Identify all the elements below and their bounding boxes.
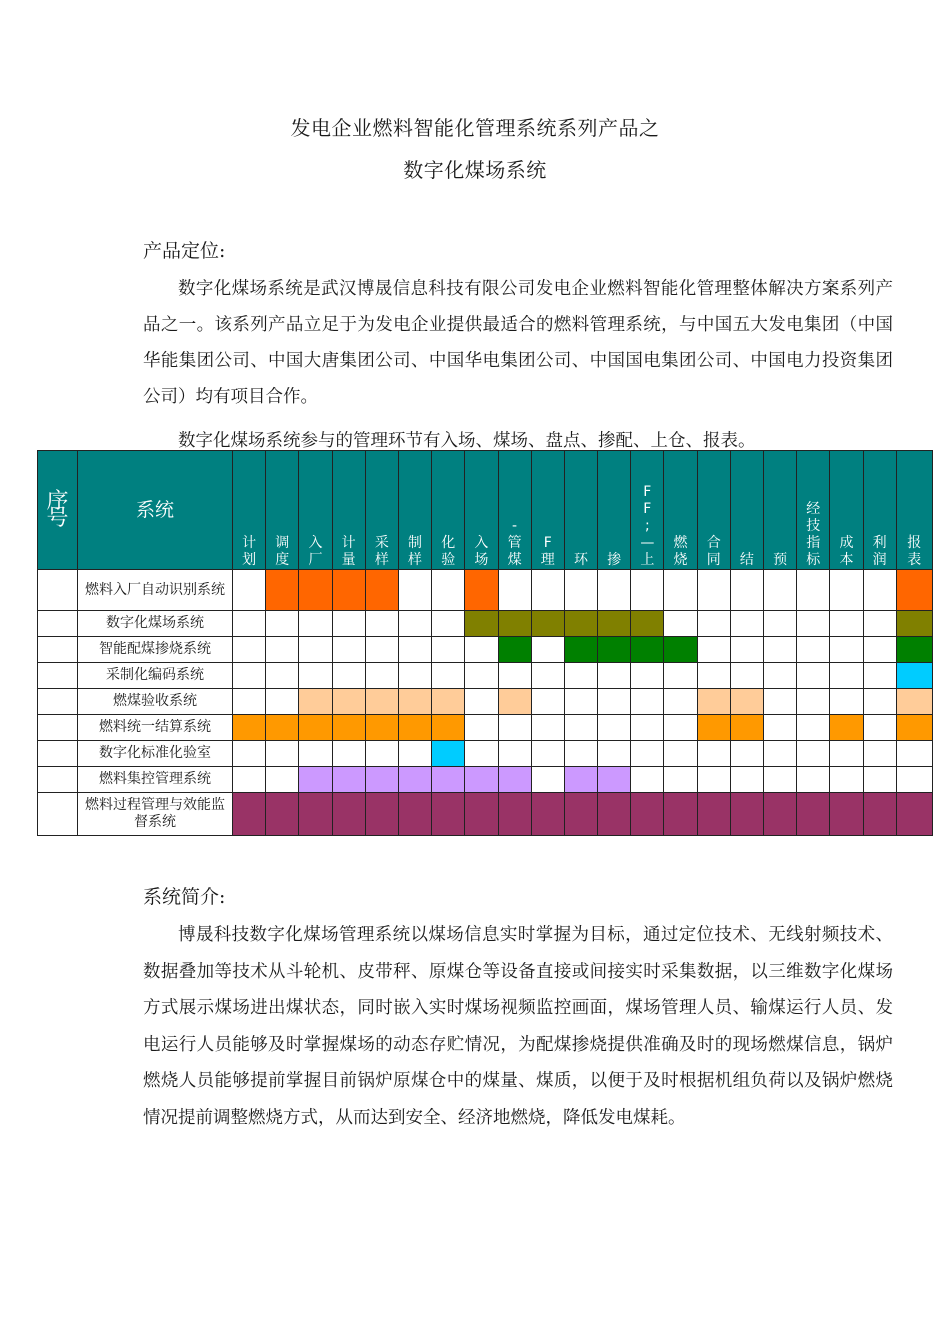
table-row xyxy=(38,767,933,793)
coverage-cell xyxy=(664,637,697,663)
row-system-name: 燃煤验收系统 xyxy=(78,689,233,715)
coverage-cell xyxy=(830,741,863,767)
coverage-cell xyxy=(531,663,564,689)
coverage-cell xyxy=(764,570,797,611)
coverage-cell xyxy=(863,689,896,715)
coverage-cell xyxy=(764,637,797,663)
row-seq xyxy=(38,611,78,637)
coverage-cell xyxy=(631,689,664,715)
coverage-cell xyxy=(398,637,431,663)
table-row xyxy=(38,637,933,663)
column-header-label: 计量 xyxy=(341,535,356,568)
coverage-cell xyxy=(631,793,664,836)
table-header-row xyxy=(38,451,933,570)
coverage-cell xyxy=(365,611,398,637)
coverage-cell xyxy=(266,689,299,715)
column-header xyxy=(332,451,365,570)
column-header-label: F理 xyxy=(540,535,555,568)
column-header xyxy=(365,451,398,570)
table-row xyxy=(38,741,933,767)
coverage-cell xyxy=(531,611,564,637)
coverage-cell xyxy=(233,767,266,793)
column-header xyxy=(830,451,863,570)
row-system-name: 燃料过程管理与效能监督系统 xyxy=(78,793,233,836)
positioning-paragraph: 数字化煤场系统是武汉博晟信息科技有限公司发电企业燃料智能化管理整体解决方案系列产品之一。该系列产品立足于为发电企业提供最适合的燃料管理系统，与中国五大发电集团（中国华能集团公司、中国大唐集团公司、中国华电集团公司、中国国电集团公司、中国电力投资集团公司）均有项目合作。 xyxy=(143,279,893,407)
document-title: 发电企业燃料智能化管理系统系列产品之 xyxy=(290,116,660,140)
intro-paragraph: 博晟科技数字化煤场管理系统以煤场信息实时掌握为目标，通过定位技术、无线射频技术、数据叠加等技术从斗轮机、皮带秤、原煤仓等设备直接或间接实时采集数据，以三维数字化煤场方式展示煤场进出煤状态，同时嵌入实时煤场视频监控画面，煤场管理人员、输煤运行人员、发电运行人员能够及时掌握煤场的动态存贮情况，为配煤掺烧提供准确及时的现场燃煤信息，锅炉燃烧人员能够提前掌握目前锅炉原煤仓中的煤量、煤质，以便于及时根据机组负荷以及锅炉燃烧情况提前调整燃烧方式，从而达到安全、经济地燃烧，降低发电煤耗。 xyxy=(143,925,893,1128)
coverage-cell xyxy=(531,793,564,836)
coverage-cell xyxy=(432,570,465,611)
column-header xyxy=(564,451,597,570)
coverage-cell xyxy=(830,637,863,663)
coverage-cell xyxy=(432,663,465,689)
coverage-cell xyxy=(233,793,266,836)
coverage-cell xyxy=(730,715,763,741)
coverage-cell xyxy=(332,663,365,689)
coverage-cell xyxy=(299,663,332,689)
coverage-cell xyxy=(598,570,631,611)
coverage-cell xyxy=(697,570,730,611)
coverage-cell xyxy=(299,570,332,611)
coverage-cell xyxy=(896,767,932,793)
coverage-cell xyxy=(598,793,631,836)
coverage-cell xyxy=(531,570,564,611)
column-header xyxy=(631,451,664,570)
coverage-cell xyxy=(432,793,465,836)
coverage-cell xyxy=(730,689,763,715)
coverage-cell xyxy=(764,767,797,793)
column-header-label: 结 xyxy=(739,552,754,568)
coverage-cell xyxy=(863,611,896,637)
coverage-cell xyxy=(896,689,932,715)
coverage-cell xyxy=(365,637,398,663)
coverage-cell xyxy=(631,570,664,611)
column-header-label: 环 xyxy=(573,552,588,568)
coverage-cell xyxy=(365,767,398,793)
coverage-cell xyxy=(830,793,863,836)
column-header xyxy=(531,451,564,570)
coverage-cell xyxy=(764,793,797,836)
coverage-cell xyxy=(233,689,266,715)
coverage-cell xyxy=(664,767,697,793)
coverage-cell xyxy=(797,741,830,767)
coverage-cell xyxy=(233,637,266,663)
row-system-name: 燃料入厂自动识别系统 xyxy=(78,570,233,611)
coverage-cell xyxy=(830,689,863,715)
column-header-label: 化验 xyxy=(441,535,456,568)
positioning-heading: 产品定位: xyxy=(143,240,226,262)
coverage-cell xyxy=(631,715,664,741)
coverage-cell xyxy=(233,715,266,741)
coverage-cell xyxy=(498,570,531,611)
coverage-cell xyxy=(598,741,631,767)
coverage-cell xyxy=(299,793,332,836)
column-header xyxy=(896,451,932,570)
coverage-cell xyxy=(830,611,863,637)
column-header-label: 燃烧 xyxy=(673,535,688,568)
coverage-cell xyxy=(664,741,697,767)
coverage-cell xyxy=(531,689,564,715)
table-row xyxy=(38,611,933,637)
coverage-cell xyxy=(365,715,398,741)
table-row xyxy=(38,570,933,611)
coverage-cell xyxy=(432,689,465,715)
coverage-cell xyxy=(498,715,531,741)
coverage-cell xyxy=(896,793,932,836)
coverage-cell xyxy=(498,637,531,663)
coverage-cell xyxy=(797,637,830,663)
coverage-cell xyxy=(299,689,332,715)
column-header xyxy=(299,451,332,570)
column-header-label: FF ;—上 xyxy=(640,484,655,568)
coverage-cell xyxy=(797,767,830,793)
coverage-cell xyxy=(896,570,932,611)
coverage-cell xyxy=(531,767,564,793)
coverage-cell xyxy=(266,715,299,741)
coverage-cell xyxy=(664,663,697,689)
coverage-cell xyxy=(332,570,365,611)
coverage-cell xyxy=(730,637,763,663)
column-header xyxy=(697,451,730,570)
coverage-cell xyxy=(233,611,266,637)
coverage-cell xyxy=(896,663,932,689)
coverage-cell xyxy=(564,793,597,836)
coverage-cell xyxy=(797,793,830,836)
coverage-cell xyxy=(730,611,763,637)
coverage-cell xyxy=(498,793,531,836)
coverage-cell xyxy=(598,663,631,689)
coverage-cell xyxy=(797,689,830,715)
column-header-label: 入厂 xyxy=(308,535,323,568)
coverage-cell xyxy=(631,663,664,689)
coverage-cell xyxy=(465,767,498,793)
coverage-cell xyxy=(830,570,863,611)
coverage-cell xyxy=(365,570,398,611)
coverage-cell xyxy=(299,767,332,793)
coverage-cell xyxy=(465,611,498,637)
coverage-cell xyxy=(266,611,299,637)
coverage-cell xyxy=(398,663,431,689)
coverage-cell xyxy=(598,611,631,637)
coverage-cell xyxy=(332,611,365,637)
coverage-cell xyxy=(863,767,896,793)
coverage-cell xyxy=(764,741,797,767)
column-header-label: 制样 xyxy=(408,535,423,568)
coverage-cell xyxy=(266,767,299,793)
coverage-cell xyxy=(664,570,697,611)
coverage-cell xyxy=(531,741,564,767)
coverage-cell xyxy=(465,570,498,611)
coverage-cell xyxy=(598,637,631,663)
coverage-cell xyxy=(697,741,730,767)
coverage-cell xyxy=(664,715,697,741)
row-system-name: 数字化标准化验室 xyxy=(78,741,233,767)
coverage-cell xyxy=(764,715,797,741)
coverage-cell xyxy=(332,715,365,741)
coverage-cell xyxy=(332,741,365,767)
coverage-cell xyxy=(564,767,597,793)
coverage-cell xyxy=(863,741,896,767)
coverage-cell xyxy=(266,637,299,663)
coverage-cell xyxy=(564,741,597,767)
coverage-cell xyxy=(365,793,398,836)
row-seq xyxy=(38,793,78,836)
coverage-cell xyxy=(564,637,597,663)
coverage-cell xyxy=(266,793,299,836)
column-header-label: -管煤 xyxy=(507,518,522,568)
coverage-cell xyxy=(332,637,365,663)
coverage-cell xyxy=(332,793,365,836)
column-header xyxy=(465,451,498,570)
column-header-label: 经技指标 xyxy=(806,501,821,568)
coverage-cell xyxy=(465,663,498,689)
coverage-cell xyxy=(664,793,697,836)
coverage-cell xyxy=(863,570,896,611)
coverage-cell xyxy=(830,767,863,793)
coverage-cell xyxy=(896,741,932,767)
coverage-cell xyxy=(598,715,631,741)
coverage-cell xyxy=(398,611,431,637)
coverage-cell xyxy=(299,715,332,741)
coverage-cell xyxy=(498,741,531,767)
coverage-cell xyxy=(398,767,431,793)
coverage-cell xyxy=(564,611,597,637)
coverage-cell xyxy=(797,611,830,637)
coverage-cell xyxy=(730,767,763,793)
coverage-cell xyxy=(365,741,398,767)
coverage-cell xyxy=(465,793,498,836)
column-header xyxy=(432,451,465,570)
coverage-cell xyxy=(730,793,763,836)
column-header xyxy=(764,451,797,570)
coverage-cell xyxy=(564,570,597,611)
coverage-cell xyxy=(697,689,730,715)
coverage-cell xyxy=(266,663,299,689)
row-seq xyxy=(38,767,78,793)
coverage-cell xyxy=(896,715,932,741)
coverage-cell xyxy=(398,715,431,741)
column-header xyxy=(730,451,763,570)
column-header-label: 预 xyxy=(773,552,788,568)
row-system-name: 采制化编码系统 xyxy=(78,663,233,689)
coverage-cell xyxy=(631,767,664,793)
coverage-cell xyxy=(764,689,797,715)
coverage-cell xyxy=(697,767,730,793)
coverage-cell xyxy=(730,570,763,611)
coverage-cell xyxy=(299,611,332,637)
intro-heading: 系统简介: xyxy=(143,886,226,908)
row-seq xyxy=(38,741,78,767)
coverage-cell xyxy=(432,767,465,793)
coverage-cell xyxy=(631,741,664,767)
row-seq xyxy=(38,637,78,663)
header-seq: 序号 xyxy=(38,451,78,570)
coverage-cell xyxy=(266,570,299,611)
column-header-label: 报表 xyxy=(907,535,922,568)
column-header-label: 成本 xyxy=(839,535,854,568)
coverage-cell xyxy=(498,689,531,715)
coverage-cell xyxy=(465,637,498,663)
coverage-cell xyxy=(896,611,932,637)
column-header-label: 计划 xyxy=(242,535,257,568)
coverage-cell xyxy=(432,637,465,663)
coverage-cell xyxy=(465,715,498,741)
column-header xyxy=(598,451,631,570)
column-header-label: 掺 xyxy=(607,552,622,568)
coverage-cell xyxy=(764,663,797,689)
coverage-cell xyxy=(830,715,863,741)
coverage-cell xyxy=(764,611,797,637)
column-header xyxy=(863,451,896,570)
column-header-label: 合同 xyxy=(706,535,721,568)
coverage-cell xyxy=(730,663,763,689)
table-row xyxy=(38,663,933,689)
coverage-cell xyxy=(266,741,299,767)
positioning-paragraph-2: 数字化煤场系统参与的管理环节有入场、煤场、盘点、掺配、上仓、报表。 xyxy=(178,431,756,451)
coverage-cell xyxy=(598,767,631,793)
table-row xyxy=(38,689,933,715)
coverage-cell xyxy=(631,637,664,663)
coverage-cell xyxy=(564,663,597,689)
coverage-cell xyxy=(664,689,697,715)
header-system: 系统 xyxy=(78,451,233,570)
coverage-cell xyxy=(365,663,398,689)
column-header xyxy=(398,451,431,570)
coverage-cell xyxy=(830,663,863,689)
coverage-cell xyxy=(398,793,431,836)
coverage-cell xyxy=(398,570,431,611)
coverage-cell xyxy=(730,741,763,767)
coverage-cell xyxy=(564,689,597,715)
column-header-label: 采样 xyxy=(374,535,389,568)
coverage-cell xyxy=(697,793,730,836)
column-header xyxy=(498,451,531,570)
coverage-cell xyxy=(531,715,564,741)
document-subtitle: 数字化煤场系统 xyxy=(403,158,547,182)
column-header-label: 入场 xyxy=(474,535,489,568)
row-seq xyxy=(38,570,78,611)
table-row xyxy=(38,715,933,741)
coverage-cell xyxy=(664,611,697,637)
coverage-cell xyxy=(299,637,332,663)
row-seq xyxy=(38,663,78,689)
row-seq xyxy=(38,715,78,741)
coverage-cell xyxy=(432,715,465,741)
row-system-name: 智能配煤掺烧系统 xyxy=(78,637,233,663)
coverage-cell xyxy=(697,663,730,689)
coverage-cell xyxy=(498,767,531,793)
coverage-cell xyxy=(299,741,332,767)
coverage-cell xyxy=(332,767,365,793)
coverage-cell xyxy=(432,741,465,767)
coverage-cell xyxy=(863,637,896,663)
coverage-cell xyxy=(233,741,266,767)
column-header-label: 调度 xyxy=(275,535,290,568)
coverage-cell xyxy=(365,689,398,715)
row-system-name: 燃料集控管理系统 xyxy=(78,767,233,793)
coverage-cell xyxy=(233,570,266,611)
coverage-cell xyxy=(498,663,531,689)
column-header xyxy=(797,451,830,570)
row-system-name: 数字化煤场系统 xyxy=(78,611,233,637)
coverage-cell xyxy=(598,689,631,715)
column-header xyxy=(664,451,697,570)
coverage-cell xyxy=(631,611,664,637)
coverage-cell xyxy=(233,663,266,689)
column-header-label: 利润 xyxy=(872,535,887,568)
coverage-cell xyxy=(863,793,896,836)
coverage-cell xyxy=(398,689,431,715)
coverage-cell xyxy=(797,663,830,689)
column-header xyxy=(233,451,266,570)
coverage-cell xyxy=(896,637,932,663)
table-row xyxy=(38,793,933,836)
coverage-cell xyxy=(465,689,498,715)
coverage-cell xyxy=(498,611,531,637)
coverage-cell xyxy=(398,741,431,767)
column-header xyxy=(266,451,299,570)
coverage-cell xyxy=(797,570,830,611)
system-matrix-table xyxy=(37,450,933,836)
coverage-cell xyxy=(863,715,896,741)
coverage-cell xyxy=(332,689,365,715)
coverage-cell xyxy=(697,611,730,637)
coverage-cell xyxy=(432,611,465,637)
row-system-name: 燃料统一结算系统 xyxy=(78,715,233,741)
coverage-cell xyxy=(531,637,564,663)
coverage-cell xyxy=(697,715,730,741)
coverage-cell xyxy=(564,715,597,741)
row-seq xyxy=(38,689,78,715)
coverage-cell xyxy=(697,637,730,663)
coverage-cell xyxy=(863,663,896,689)
coverage-cell xyxy=(797,715,830,741)
coverage-cell xyxy=(465,741,498,767)
